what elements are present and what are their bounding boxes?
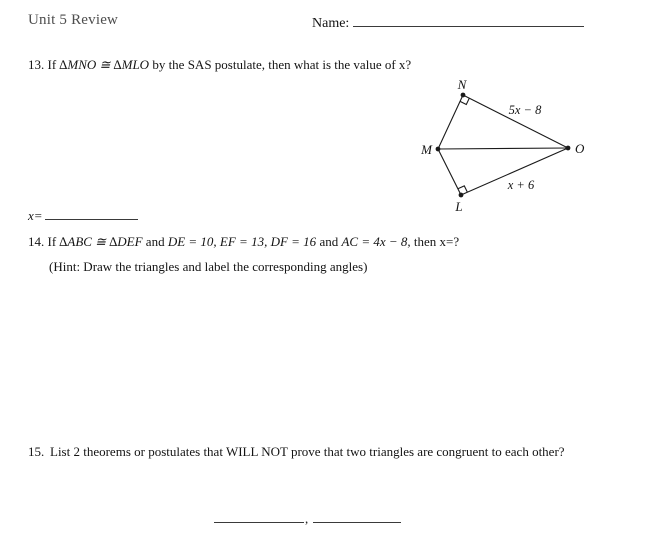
answer-blank-line-2 — [313, 509, 401, 523]
segment-ML — [438, 149, 461, 195]
question-14 — [28, 232, 638, 251]
question-14-prefix: 14. If — [28, 234, 60, 249]
question-13-math: ∆MNO ≅ ∆MLO — [59, 57, 150, 72]
answer-blank-line — [45, 206, 138, 220]
vertex-dot-L — [459, 193, 464, 198]
segment-MN — [438, 95, 463, 149]
vertex-label-O: O — [575, 141, 585, 156]
question-15-text: List 2 theorems or postulates that WILL NOT prove that two triangles are congruent to each other? — [50, 444, 565, 459]
side-label-LO: x + 6 — [507, 178, 535, 192]
triangle-diagram — [415, 78, 595, 218]
question-13 — [28, 55, 628, 74]
vertex-dot-N — [461, 93, 466, 98]
answer-label: x= — [28, 208, 43, 223]
question-14-math-1: ∆ABC ≅ ∆DEF — [59, 234, 143, 249]
vertex-label-L: L — [455, 199, 463, 214]
question-13-answer-row — [28, 206, 138, 224]
question-14-hint: (Hint: Draw the triangles and label the corresponding angles) — [49, 259, 368, 274]
question-13-prefix: 13. If — [28, 57, 60, 72]
vertex-label-M: M — [421, 142, 432, 157]
side-label-NO: 5x − 8 — [508, 103, 542, 117]
blank-separator: , — [305, 511, 309, 526]
vertex-label-N: N — [457, 78, 467, 92]
page-title: Unit 5 Review — [28, 12, 119, 28]
question-15 — [28, 442, 584, 461]
question-14-mid-1: and — [142, 234, 168, 249]
question-14-suffix: , then x=? — [407, 234, 460, 249]
segment-MO — [438, 148, 568, 149]
vertex-dot-O — [566, 146, 571, 151]
question-13-suffix: by the SAS postulate, then what is the value of x? — [149, 57, 412, 72]
vertex-dot-M — [436, 147, 441, 152]
name-field-row — [312, 13, 584, 32]
name-blank-line — [353, 13, 584, 27]
answer-blank-line-1 — [214, 509, 304, 523]
question-15-number: 15. — [28, 444, 45, 459]
name-label: Name: — [312, 16, 350, 31]
question-14-math-3: AC = 4x − 8 — [341, 234, 408, 249]
question-15-answer-blanks — [214, 509, 401, 527]
question-14-math-2: DE = 10, EF = 13, DF = 16 — [167, 234, 317, 249]
question-14-mid-2: and — [316, 234, 342, 249]
